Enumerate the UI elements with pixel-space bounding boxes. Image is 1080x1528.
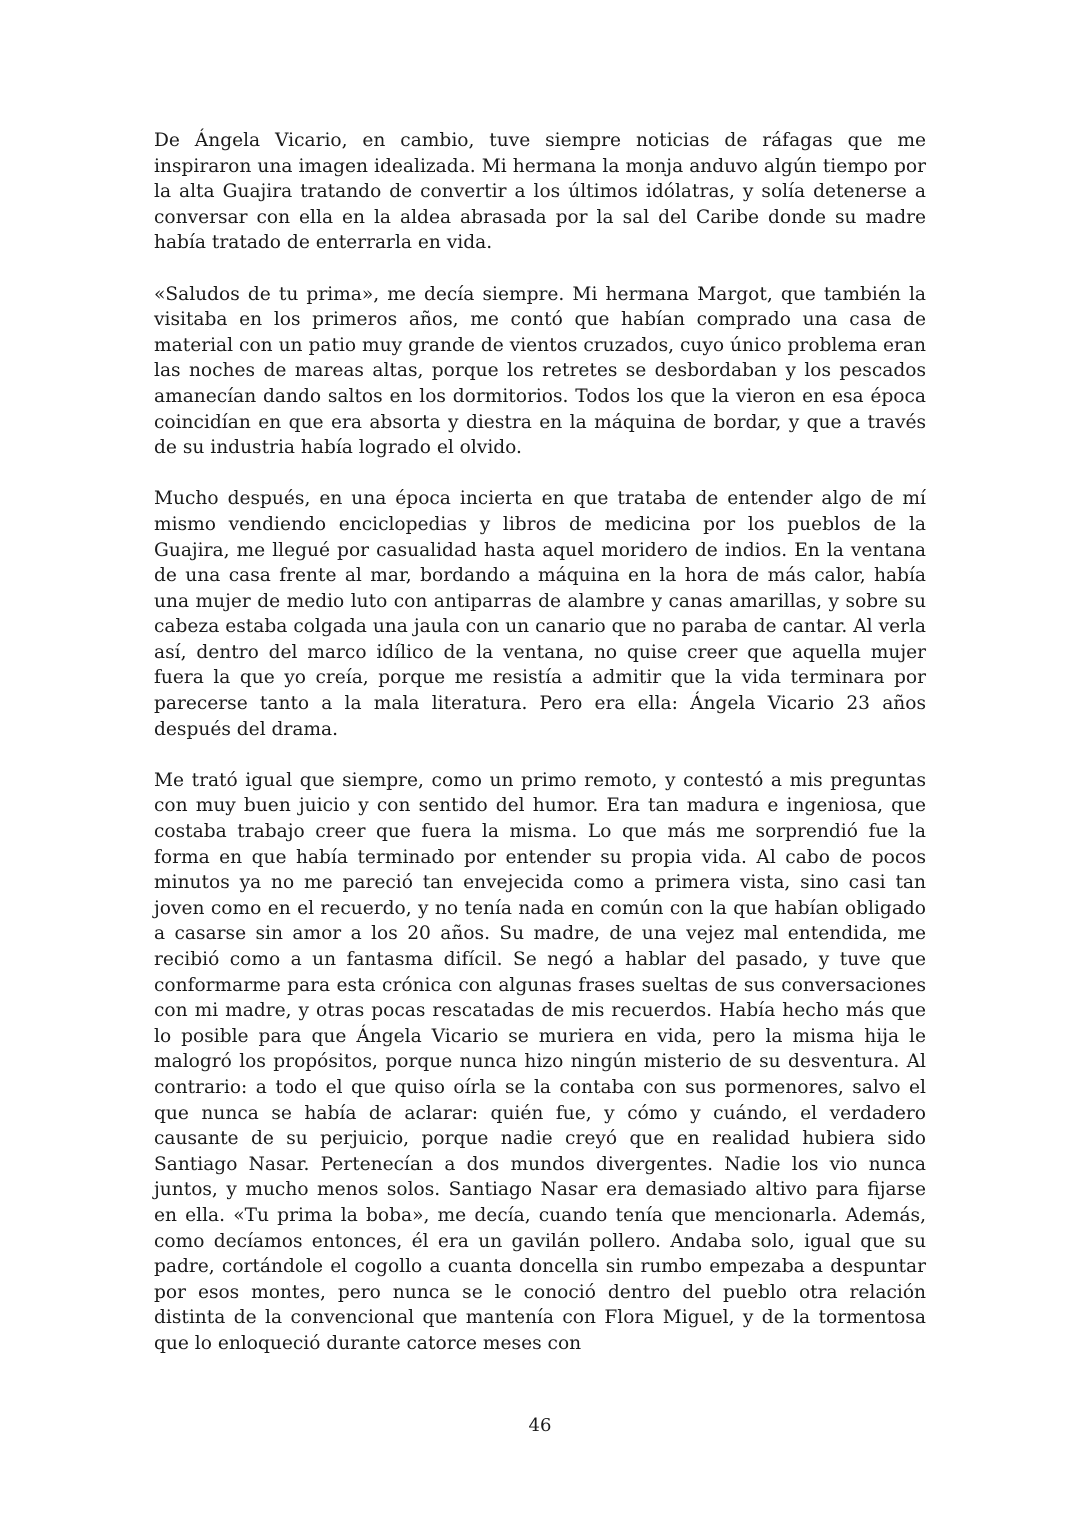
paragraph: De Ángela Vicario, en cambio, tuve siempre noticias de ráfagas que me inspiraron una imagen idealizada. Mi hermana la monja anduvo algún tiempo por la alta Guajira tratando de convertir a los últimos idólatras, y solía detenerse a conversar con ella en la aldea abrasada por la sal del Caribe donde su madre había tratado de enterrarla en vida.: [154, 130, 926, 254]
paragraph: Me trató igual que siempre, como un primo remoto, y contestó a mis preguntas con muy buen juicio y con sentido del humor. Era tan madura e ingeniosa, que costaba trabajo creer que fuera la misma. Lo que más me sorprendió fue la forma en que había terminado por entender su propia vida. Al cabo de pocos minutos ya no me pareció tan envejecida como a primera vista, sino casi tan joven como en el recuerdo, y no tenía nada en común con la que habían obligado a casarse sin amor a los 20 años. Su madre, de una vejez mal entendida, me recibió como a un fantasma difícil. Se negó a hablar del pasado, y tuve que conformarme para esta crónica con algunas frases sueltas de sus conversaciones con mi madre, y otras pocas rescatadas de mis recuerdos. Había hecho más que lo posible para que Ángela Vicario se muriera en vida, pero la misma hija le malogró los propósitos, porque nunca hizo ningún misterio de su desventura. Al contrario: a todo el que quiso oírla se la contaba con sus pormenores, salvo el que nunca se había de aclarar: quién fue, y cómo y cuándo, el verdadero causante de su perjuicio, porque nadie creyó que en realidad hubiera sido Santiago Nasar. Pertenecían a dos mundos divergentes. Nadie los vio nunca juntos, y mucho menos solos. Santiago Nasar era demasiado altivo para fijarse en ella. «Tu prima la boba», me decía, cuando tenía que mencionarla. Además, como decíamos entonces, él era un gavilán pollero. Andaba solo, igual que su padre, cortándole el cogollo a cuanta doncella sin rumbo empezaba a despuntar por esos montes, pero nunca se le conoció dentro del pueblo otra relación distinta de la convencional que mantenía con Flora Miguel, y de la tormentosa que lo enloqueció durante catorce meses con: [154, 769, 926, 1354]
page-number: 46: [528, 1415, 552, 1436]
page-body: [154, 128, 926, 1382]
paragraph: «Saludos de tu prima», me decía siempre. Mi hermana Margot, que también la visitaba en los primeros años, me contó que habían comprado una casa de material con un patio muy grande de vientos cruzados, cuyo único problema eran las noches de mareas altas, porque los retretes se desbordaban y los pescados amanecían dando saltos en los dormitorios. Todos los que la vieron en esa época coincidían en que era absorta y diestra en la máquina de bordar, y que a través de su industria había logrado el olvido.: [154, 283, 926, 459]
paragraph: Mucho después, en una época incierta en que trataba de entender algo de mí mismo vendiendo enciclopedias y libros de medicina por los pueblos de la Guajira, me llegué por casualidad hasta aquel moridero de indios. En la ventana de una casa frente al mar, bordando a máquina en la hora de más calor, había una mujer de medio luto con antiparras de alambre y canas amarillas, y sobre su cabeza estaba colgada una jaula con un canario que no paraba de cantar. Al verla así, dentro del marco idílico de la ventana, no quise creer que aquella mujer fuera la que yo creía, porque me resistía a admitir que la vida terminara por parecerse tanto a la mala literatura. Pero era ella: Ángela Vicario 23 años después del drama.: [154, 488, 926, 740]
